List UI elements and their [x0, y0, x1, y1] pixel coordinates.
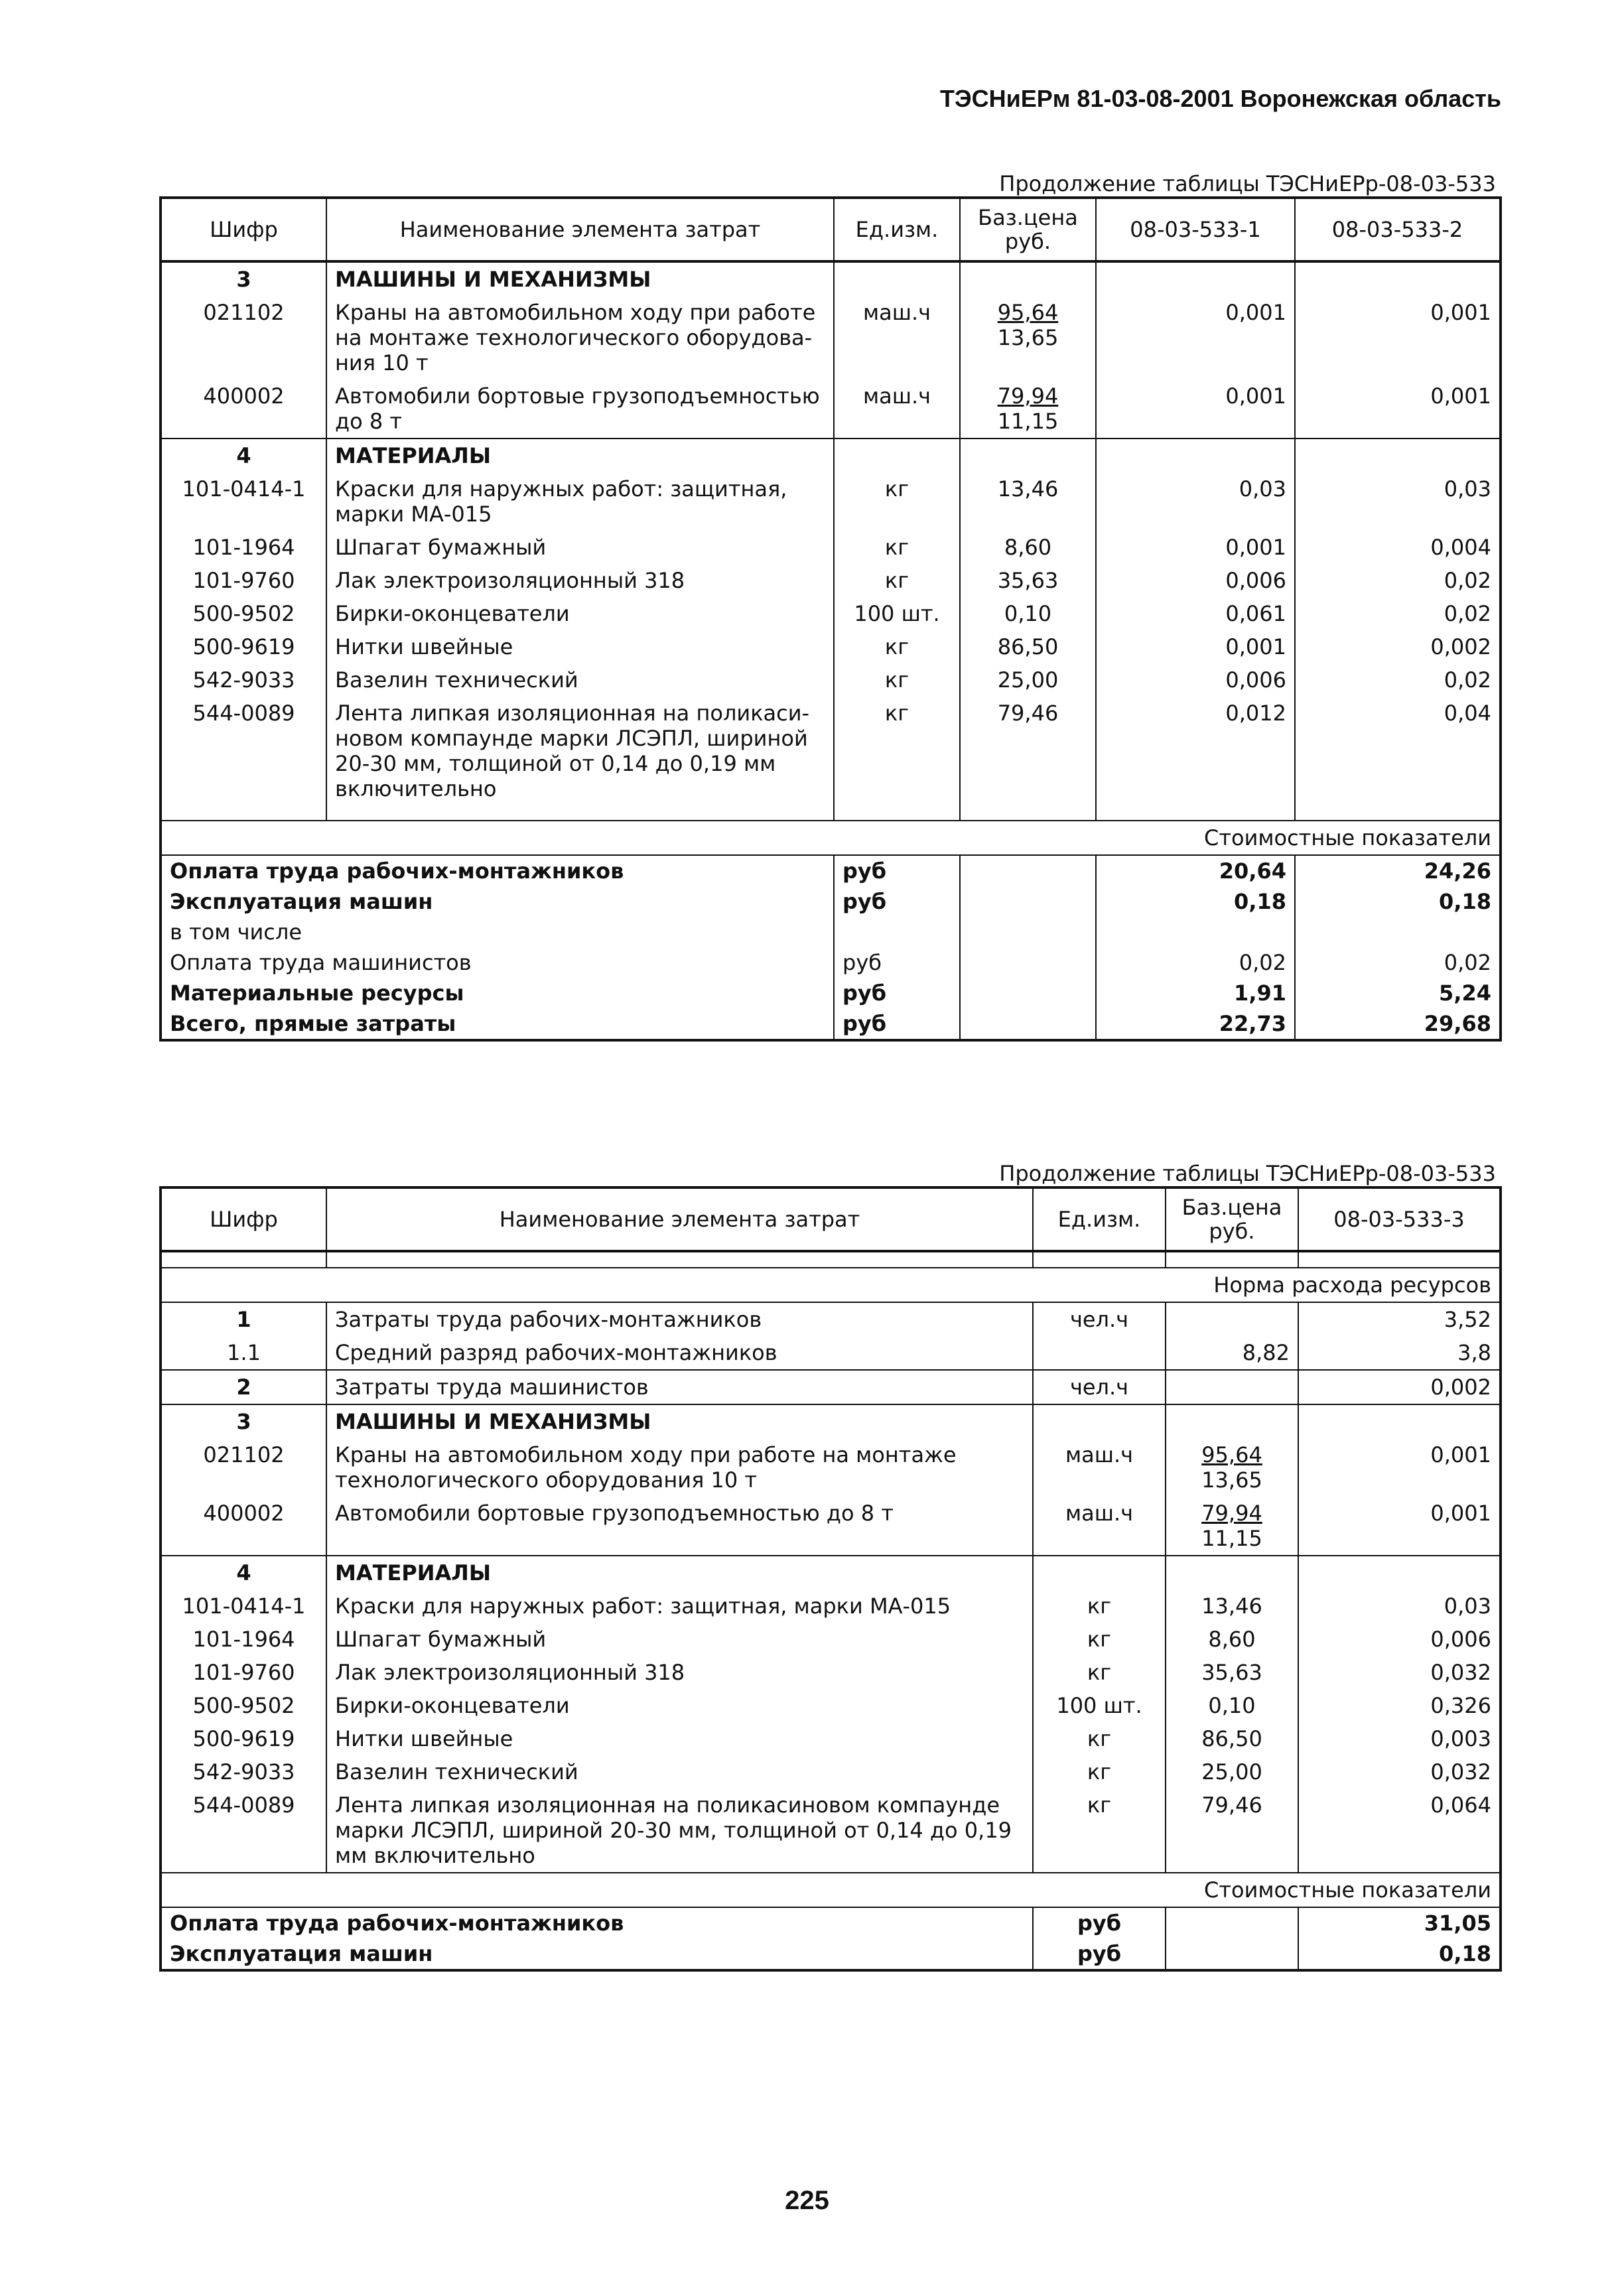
section-row — [161, 1556, 1501, 1589]
price-cell — [1166, 1722, 1298, 1755]
base-price: 0,10 — [1208, 1693, 1256, 1718]
resource-code: 101-9760 — [161, 564, 326, 597]
table2-caption: Продолжение таблицы ТЭСНиЕРр-08-03-533 — [999, 1161, 1496, 1186]
base-price: 79,46 — [1201, 1792, 1262, 1818]
cost-value — [1295, 917, 1501, 947]
table-row — [161, 1623, 1501, 1656]
cost-name: Эксплуатация машин — [161, 886, 834, 917]
cost-label-row — [161, 1873, 1501, 1907]
empty-cell — [1096, 261, 1295, 296]
col-norm-3: 08-03-533-3 — [1298, 1187, 1501, 1251]
empty-cell — [1096, 439, 1295, 472]
empty-cell — [960, 855, 1096, 886]
cost-row — [161, 917, 1501, 947]
resource-unit: маш.ч — [1033, 1497, 1166, 1556]
resource-code: 101-0414-1 — [161, 472, 326, 531]
resource-name: Затраты труда рабочих-монтажников — [326, 1302, 1033, 1336]
table-row — [161, 597, 1501, 630]
table-row — [161, 564, 1501, 597]
resource-name: Лак электроизоляционный 318 — [326, 564, 834, 597]
price-cell — [1166, 1589, 1298, 1623]
resource-code: 101-9760 — [161, 1656, 326, 1689]
base-price: 86,50 — [1201, 1726, 1262, 1751]
resource-name: Краски для наружных работ: защитная, марки МА-015 — [326, 1589, 1033, 1623]
empty-cell — [834, 439, 960, 472]
section-row — [161, 439, 1501, 472]
norm-value: 0,006 — [1096, 663, 1295, 697]
resource-table-2 — [159, 1186, 1502, 1972]
cost-value: 20,64 — [1096, 855, 1295, 886]
norm-value: 0,006 — [1096, 564, 1295, 597]
cost-value: 22,73 — [1096, 1008, 1295, 1040]
page-number: 225 — [785, 2186, 829, 2215]
norm-value: 0,002 — [1295, 630, 1501, 663]
price-cell — [960, 597, 1096, 630]
resource-code: 101-1964 — [161, 531, 326, 564]
resource-name: Затраты труда машинистов — [326, 1370, 1033, 1404]
resource-unit: кг — [1033, 1722, 1166, 1755]
resource-name: Шпагат бумажный — [326, 1623, 1033, 1656]
resource-code: 542-9033 — [161, 663, 326, 697]
norm-value: 0,04 — [1295, 697, 1501, 805]
empty-cell — [960, 1008, 1096, 1040]
cost-name: Эксплуатация машин — [161, 1938, 1033, 1970]
norm-value: 0,002 — [1298, 1370, 1501, 1404]
empty-cell — [1166, 1938, 1298, 1970]
section-code: 3 — [161, 1404, 326, 1438]
resource-code: 500-9502 — [161, 1689, 326, 1722]
cost-value: 31,05 — [1298, 1907, 1501, 1938]
section-code: 3 — [161, 261, 326, 296]
empty-cell — [834, 805, 960, 821]
norm-value: 0,001 — [1298, 1497, 1501, 1556]
cost-value: 24,26 — [1295, 855, 1501, 886]
resource-code: 101-0414-1 — [161, 1589, 326, 1623]
norm-value: 0,003 — [1298, 1722, 1501, 1755]
resource-code: 542-9033 — [161, 1755, 326, 1789]
price-cell — [1166, 1302, 1298, 1336]
base-price: 25,00 — [997, 667, 1059, 693]
norm-value: 0,02 — [1295, 564, 1501, 597]
cost-value: 5,24 — [1295, 978, 1501, 1008]
table-row — [161, 1689, 1501, 1722]
table-row — [161, 379, 1501, 439]
resource-code: 544-0089 — [161, 1789, 326, 1873]
resource-code: 500-9502 — [161, 597, 326, 630]
resource-unit: 100 шт. — [834, 597, 960, 630]
table-row — [161, 1789, 1501, 1873]
norm-value: 0,02 — [1295, 663, 1501, 697]
cost-unit: руб — [834, 855, 960, 886]
resource-name: Шпагат бумажный — [326, 531, 834, 564]
table-row — [161, 1497, 1501, 1556]
table-row — [161, 630, 1501, 663]
cost-name: Оплата труда машинистов — [161, 947, 834, 978]
section-title: МАТЕРИАЛЫ — [326, 439, 834, 472]
norm-value: 0,032 — [1298, 1755, 1501, 1789]
resource-code: 400002 — [161, 379, 326, 439]
table-row — [161, 531, 1501, 564]
cost-value: 0,18 — [1298, 1938, 1501, 1970]
table-row — [161, 1438, 1501, 1497]
resource-name: Лента липкая изоляционная на поликаси-новом компаунде марки ЛСЭПЛ, шириной 20-30 мм, толщиной от 0,14 до 0,19 мм включительно — [326, 697, 834, 805]
resource-table-1 — [159, 196, 1502, 1042]
cost-name: Оплата труда рабочих-монтажников — [161, 855, 834, 886]
norm-value: 0,001 — [1298, 1438, 1501, 1497]
resource-name: Нитки швейные — [326, 1722, 1033, 1755]
resource-unit: маш.ч — [1033, 1438, 1166, 1497]
empty-cell — [1295, 439, 1501, 472]
empty-cell — [161, 1251, 326, 1268]
empty-cell — [161, 805, 326, 821]
resource-unit: кг — [834, 630, 960, 663]
price-cell — [960, 296, 1096, 379]
base-price: 95,64 — [1201, 1442, 1262, 1467]
resource-unit: чел.ч — [1033, 1370, 1166, 1404]
document-header: ТЭСНиЕРм 81-03-08-2001 Воронежская область — [940, 85, 1501, 112]
cost-name: Материальные ресурсы — [161, 978, 834, 1008]
empty-cell — [1033, 1251, 1166, 1268]
empty-cell — [1166, 1251, 1298, 1268]
table-row — [161, 1336, 1501, 1370]
col-unit: Ед.изм. — [834, 198, 960, 261]
resource-code: 1.1 — [161, 1336, 326, 1370]
resource-unit: кг — [1033, 1623, 1166, 1656]
empty-cell — [1295, 805, 1501, 821]
norm-value: 0,064 — [1298, 1789, 1501, 1873]
resource-name: Вазелин технический — [326, 663, 834, 697]
empty-cell — [326, 805, 834, 821]
cost-unit: руб — [834, 886, 960, 917]
price-cell — [1166, 1656, 1298, 1689]
resource-unit: кг — [1033, 1755, 1166, 1789]
table-row — [161, 663, 1501, 697]
cost-name: в том числе — [161, 917, 834, 947]
section-title: МАШИНЫ И МЕХАНИЗМЫ — [326, 1404, 1033, 1438]
resource-unit: маш.ч — [834, 379, 960, 439]
price-cell — [960, 630, 1096, 663]
empty-cell — [960, 805, 1096, 821]
empty-cell — [1166, 1907, 1298, 1938]
resource-code: 021102 — [161, 1438, 326, 1497]
base-price: 86,50 — [997, 634, 1059, 659]
norm-value: 0,02 — [1295, 597, 1501, 630]
cost-value: 29,68 — [1295, 1008, 1501, 1040]
col-price: Баз.цена руб. — [960, 198, 1096, 261]
cost-row — [161, 1907, 1501, 1938]
empty-cell — [960, 886, 1096, 917]
resource-unit: чел.ч — [1033, 1302, 1166, 1336]
base-price: 95,64 — [997, 300, 1059, 325]
empty-cell — [960, 917, 1096, 947]
cost-value — [1096, 917, 1295, 947]
spacer-row — [161, 1251, 1501, 1268]
col-code: Шифр — [161, 198, 326, 261]
cost-row — [161, 1938, 1501, 1970]
price-cell — [1166, 1689, 1298, 1722]
labor-price: 11,15 — [997, 409, 1059, 434]
empty-cell — [326, 1251, 1033, 1268]
base-price: 79,94 — [1201, 1501, 1262, 1526]
empty-cell — [1295, 261, 1501, 296]
norm-label-row — [161, 1268, 1501, 1302]
resource-code: 101-1964 — [161, 1623, 326, 1656]
table-row — [161, 1755, 1501, 1789]
col-name: Наименование элемента затрат — [326, 198, 834, 261]
empty-cell — [960, 947, 1096, 978]
empty-cell — [1033, 1404, 1166, 1438]
empty-cell — [1166, 1556, 1298, 1589]
base-price: 13,46 — [997, 476, 1059, 502]
empty-cell — [960, 978, 1096, 1008]
resource-name: Лента липкая изоляционная на поликасиновом компаунде марки ЛСЭПЛ, шириной 20-30 мм, толщиной от 0,14 до 0,19 мм включительно — [326, 1789, 1033, 1873]
empty-cell — [1298, 1404, 1501, 1438]
price-cell — [1166, 1497, 1298, 1556]
cost-row — [161, 855, 1501, 886]
resource-name: Краны на автомобильном ходу при работе на монтаже технологического оборудования 10 т — [326, 1438, 1033, 1497]
resource-unit — [1033, 1336, 1166, 1370]
empty-cell — [834, 261, 960, 296]
norm-value: 3,52 — [1298, 1302, 1501, 1336]
resource-unit: кг — [834, 472, 960, 531]
resource-code: 2 — [161, 1370, 326, 1404]
norm-value: 0,032 — [1298, 1656, 1501, 1689]
base-price: 0,10 — [1004, 601, 1052, 626]
resource-code: 1 — [161, 1302, 326, 1336]
price-cell — [1166, 1789, 1298, 1873]
cost-label: Стоимостные показатели — [161, 821, 1501, 855]
table-header-row — [161, 1187, 1501, 1251]
base-price: 35,63 — [997, 568, 1059, 593]
price-cell — [960, 379, 1096, 439]
empty-cell — [1298, 1556, 1501, 1589]
col-name: Наименование элемента затрат — [326, 1187, 1033, 1251]
cost-value: 0,18 — [1096, 886, 1295, 917]
base-price: 8,60 — [1004, 535, 1052, 560]
resource-name: Бирки-оконцеватели — [326, 1689, 1033, 1722]
base-price: 8,60 — [1208, 1627, 1256, 1652]
resource-unit: кг — [834, 663, 960, 697]
table-header-row — [161, 198, 1501, 261]
resource-code: 500-9619 — [161, 1722, 326, 1755]
resource-code: 021102 — [161, 296, 326, 379]
labor-price: 11,15 — [1201, 1526, 1262, 1551]
resource-name: Вазелин технический — [326, 1755, 1033, 1789]
labor-price: 13,65 — [1201, 1467, 1262, 1493]
resource-name: Автомобили бортовые грузоподъемностью до 8 т — [326, 1497, 1033, 1556]
norm-value: 0,03 — [1298, 1589, 1501, 1623]
norm-value: 0,004 — [1295, 531, 1501, 564]
cost-row — [161, 1008, 1501, 1040]
section-row — [161, 261, 1501, 296]
norm-value: 0,001 — [1096, 531, 1295, 564]
price-cell — [1166, 1438, 1298, 1497]
norm-value: 0,001 — [1295, 296, 1501, 379]
cost-unit: руб — [834, 947, 960, 978]
table1-caption: Продолжение таблицы ТЭСНиЕРр-08-03-533 — [999, 171, 1496, 196]
norm-value: 0,03 — [1295, 472, 1501, 531]
cost-row — [161, 886, 1501, 917]
cost-unit: руб — [1033, 1907, 1166, 1938]
col-code: Шифр — [161, 1187, 326, 1251]
table-row — [161, 1656, 1501, 1689]
norm-label: Норма расхода ресурсов — [161, 1268, 1501, 1302]
cost-name: Всего, прямые затраты — [161, 1008, 834, 1040]
cost-unit: руб — [1033, 1938, 1166, 1970]
col-norm-1: 08-03-533-1 — [1096, 198, 1295, 261]
resource-unit: кг — [1033, 1656, 1166, 1689]
norm-value: 0,012 — [1096, 697, 1295, 805]
section-code: 4 — [161, 1556, 326, 1589]
resource-code: 400002 — [161, 1497, 326, 1556]
cost-label: Стоимостные показатели — [161, 1873, 1501, 1907]
norm-value: 0,326 — [1298, 1689, 1501, 1722]
section-row — [161, 1404, 1501, 1438]
section-title: МАТЕРИАЛЫ — [326, 1556, 1033, 1589]
empty-cell — [1298, 1251, 1501, 1268]
resource-name: Нитки швейные — [326, 630, 834, 663]
cost-label-row — [161, 821, 1501, 855]
price-cell — [960, 663, 1096, 697]
price-cell — [1166, 1755, 1298, 1789]
base-price: 79,46 — [997, 701, 1059, 726]
resource-unit: кг — [834, 531, 960, 564]
empty-cell — [1033, 1556, 1166, 1589]
cost-value: 0,18 — [1295, 886, 1501, 917]
price-cell — [960, 531, 1096, 564]
cost-name: Оплата труда рабочих-монтажников — [161, 1907, 1033, 1938]
resource-name: Краны на автомобильном ходу при работе на монтаже технологического оборудова-ния 10 т — [326, 296, 834, 379]
norm-value: 0,001 — [1096, 630, 1295, 663]
spacer-row — [161, 805, 1501, 821]
norm-value: 0,001 — [1295, 379, 1501, 439]
resource-name: Бирки-оконцеватели — [326, 597, 834, 630]
section-code: 4 — [161, 439, 326, 472]
price-cell — [960, 472, 1096, 531]
price-cell — [960, 697, 1096, 805]
cost-value: 0,02 — [1295, 947, 1501, 978]
empty-cell — [960, 439, 1096, 472]
base-price: 13,46 — [1201, 1593, 1262, 1619]
resource-unit: кг — [1033, 1789, 1166, 1873]
resource-name: Краски для наружных работ: защитная, марки МА-015 — [326, 472, 834, 531]
resource-name: Лак электроизоляционный 318 — [326, 1656, 1033, 1689]
cost-row — [161, 978, 1501, 1008]
table-row — [161, 1302, 1501, 1336]
col-norm-2: 08-03-533-2 — [1295, 198, 1501, 261]
base-price: 25,00 — [1201, 1759, 1262, 1785]
cost-value: 0,02 — [1096, 947, 1295, 978]
norm-value: 3,8 — [1298, 1336, 1501, 1370]
cost-unit — [834, 917, 960, 947]
cost-unit: руб — [834, 1008, 960, 1040]
resource-code: 500-9619 — [161, 630, 326, 663]
cost-row — [161, 947, 1501, 978]
resource-unit: маш.ч — [834, 296, 960, 379]
resource-unit: 100 шт. — [1033, 1689, 1166, 1722]
labor-price: 13,65 — [997, 325, 1059, 350]
table-row — [161, 1589, 1501, 1623]
norm-value: 0,001 — [1096, 296, 1295, 379]
table-row — [161, 296, 1501, 379]
table-row — [161, 1370, 1501, 1404]
col-unit: Ед.изм. — [1033, 1187, 1166, 1251]
norm-value: 0,03 — [1096, 472, 1295, 531]
base-price: 35,63 — [1201, 1660, 1262, 1685]
cost-value: 1,91 — [1096, 978, 1295, 1008]
resource-unit: кг — [834, 564, 960, 597]
empty-cell — [1166, 1404, 1298, 1438]
norm-value: 0,006 — [1298, 1623, 1501, 1656]
price-cell — [960, 564, 1096, 597]
base-price: 79,94 — [997, 383, 1059, 409]
norm-value: 0,001 — [1096, 379, 1295, 439]
norm-value: 0,061 — [1096, 597, 1295, 630]
resource-name: Средний разряд рабочих-монтажников — [326, 1336, 1033, 1370]
resource-unit: кг — [834, 697, 960, 805]
resource-unit: кг — [1033, 1589, 1166, 1623]
resource-name: Автомобили бортовые грузоподъемностью до 8 т — [326, 379, 834, 439]
table-row — [161, 1722, 1501, 1755]
table-row — [161, 697, 1501, 805]
section-title: МАШИНЫ И МЕХАНИЗМЫ — [326, 261, 834, 296]
price-cell — [1166, 1370, 1298, 1404]
resource-code: 544-0089 — [161, 697, 326, 805]
col-price: Баз.цена руб. — [1166, 1187, 1298, 1251]
table-row — [161, 472, 1501, 531]
empty-cell — [960, 261, 1096, 296]
price-cell: 8,82 — [1166, 1336, 1298, 1370]
price-cell — [1166, 1623, 1298, 1656]
empty-cell — [1096, 805, 1295, 821]
cost-unit: руб — [834, 978, 960, 1008]
